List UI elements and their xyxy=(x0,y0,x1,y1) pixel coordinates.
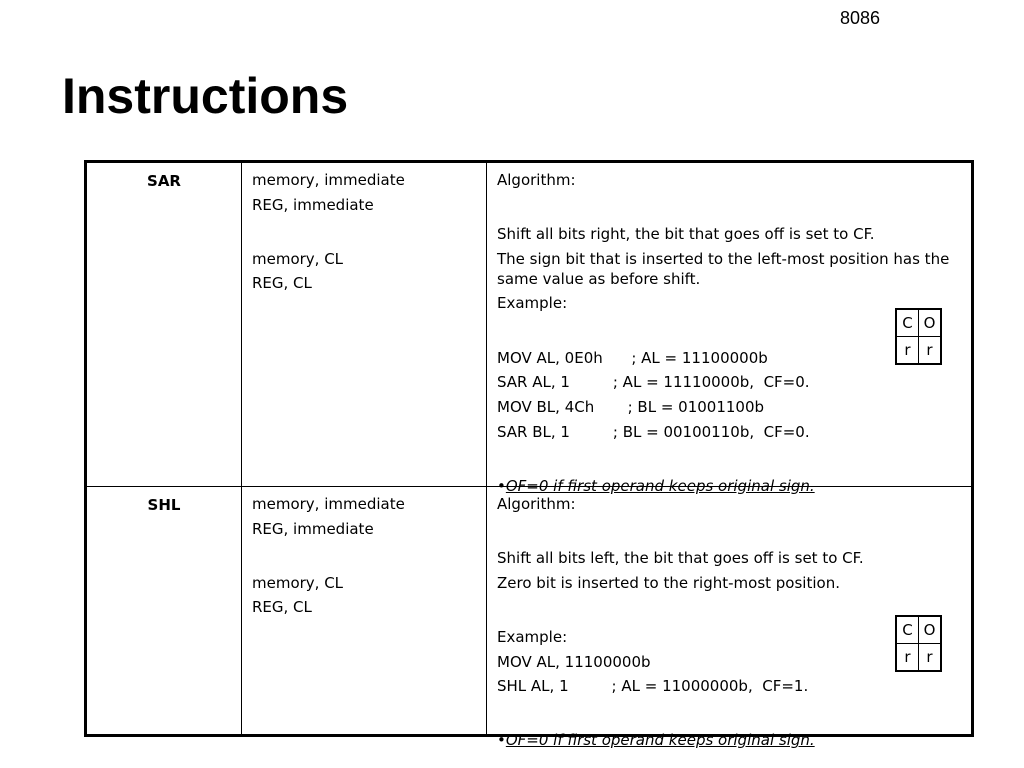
description-cell xyxy=(487,487,971,750)
flags-table xyxy=(895,308,942,365)
operand-line: REG, immediate xyxy=(252,519,374,538)
flags-table xyxy=(895,615,942,672)
description-line: Shift all bits left, the bit that goes off is set to CF. xyxy=(497,549,864,568)
example-label: Example: xyxy=(497,294,568,313)
operand-line: memory, CL xyxy=(252,249,344,268)
description-line: Zero bit is inserted to the right-most position. xyxy=(497,573,840,592)
flag-header-c: C xyxy=(896,309,919,337)
mnemonic-cell xyxy=(87,487,242,734)
spacer xyxy=(497,195,971,220)
operand-line: memory, immediate xyxy=(252,495,405,513)
operand-line: REG, CL xyxy=(252,598,312,617)
slide-number-label: 8086 xyxy=(840,8,881,28)
example-line: SHL AL, 1 ; AL = 11000000b, CF=1. xyxy=(497,677,809,696)
mnemonic-cell xyxy=(87,163,242,486)
spacer xyxy=(497,519,971,544)
example-line: SAR AL, 1 ; AL = 11110000b, CF=0. xyxy=(497,373,810,392)
example-line: SAR BL, 1 ; BL = 00100110b, CF=0. xyxy=(497,422,810,441)
operand-spacer xyxy=(252,219,486,244)
operand-line: REG, CL xyxy=(252,274,312,293)
flag-header-o: O xyxy=(919,309,942,337)
description-line: The sign bit that is inserted to the left-most position has the same value as before shift. xyxy=(497,249,950,288)
operand-spacer xyxy=(252,543,486,568)
example-line: MOV AL, 11100000b xyxy=(497,652,651,671)
note-line xyxy=(497,730,971,750)
example-label: Example: xyxy=(497,627,568,646)
algorithm-label: Algorithm: xyxy=(497,171,576,189)
bullet: • xyxy=(497,731,506,750)
flag-header-c: C xyxy=(896,616,919,644)
operands-cell xyxy=(242,487,487,734)
mnemonic: SAR xyxy=(147,172,181,190)
example-line: MOV AL, 0E0h ; AL = 11100000b xyxy=(497,348,768,367)
flag-value-o: r xyxy=(919,644,942,672)
operands-cell xyxy=(242,163,487,486)
example-line: MOV BL, 4Ch ; BL = 01001100b xyxy=(497,397,765,416)
table-row-shl xyxy=(87,487,971,750)
page-title: Instructions xyxy=(62,68,349,124)
mnemonic: SHL xyxy=(147,496,181,514)
instruction-table xyxy=(84,160,974,750)
operand-line: REG, immediate xyxy=(252,195,374,214)
bullet: • xyxy=(497,476,506,495)
operand-line: memory, immediate xyxy=(252,171,405,189)
operand-line: memory, CL xyxy=(252,573,344,592)
flag-header-o: O xyxy=(919,616,942,644)
flag-value-c: r xyxy=(896,337,919,365)
spacer xyxy=(497,701,971,726)
algorithm-label: Algorithm: xyxy=(497,495,576,513)
note-text: OF=0 if first operand keeps original sign. xyxy=(505,731,815,750)
spacer xyxy=(497,446,971,471)
flag-value-c: r xyxy=(896,644,919,672)
table-row-sar xyxy=(87,163,971,495)
note-text: OF=0 if first operand keeps original sign. xyxy=(505,476,815,495)
flag-value-o: r xyxy=(919,337,942,365)
description-line: Shift all bits right, the bit that goes off is set to CF. xyxy=(497,225,875,244)
